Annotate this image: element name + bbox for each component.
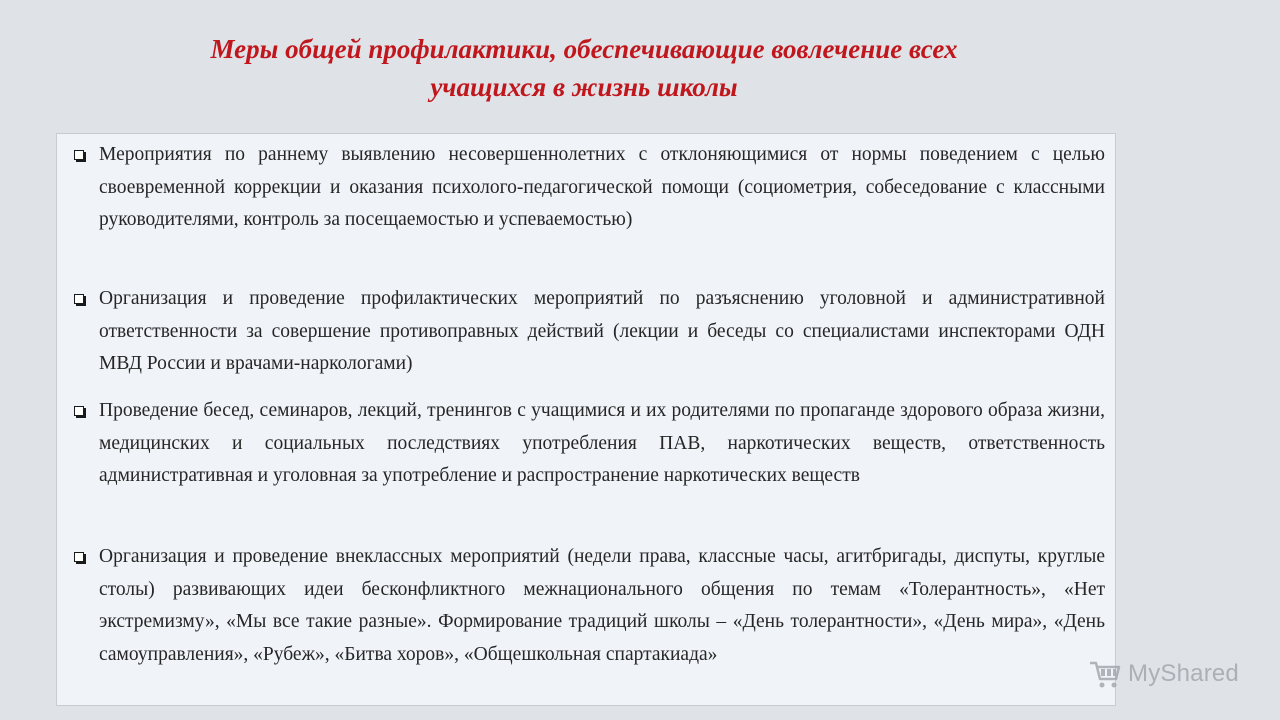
watermark-logo	[1088, 654, 1258, 694]
slide-title-line-1: Меры общей профилактики, обеспечивающие вовлечение всех	[210, 34, 958, 64]
list-item-text: Организация и проведение внеклассных мероприятий (недели права, классные часы, агитбригады, диспуты, круглые столы) развивающих идеи бесконфликтного межнационального общения по темам «Толерантность», «Нет экстремизму», «Мы все такие разные». Формирование традиций школы – «День толерантности», «День мира», «День самоуправления», «Рубеж», «Битва хоров», «Общешкольная спартакиада»	[99, 546, 1105, 665]
list-item	[69, 395, 1105, 493]
shopping-cart-icon	[1088, 657, 1122, 691]
watermark-text: MyShared	[1128, 660, 1239, 687]
slide-title-line-2: учащихся в жизнь школы	[430, 72, 738, 102]
list-item-text: Организация и проведение профилактических мероприятий по разъяснению уголовной и административной ответственности за совершение противоправных действий (лекции и беседы со специалистами инспекторами ОДН МВД России и врачами-наркологами)	[99, 288, 1105, 374]
list-item-text: Проведение бесед, семинаров, лекций, тренингов с учащимися и их родителями по пропаганде здорового образа жизни, медицинских и социальных последствиях употребления ПАВ, наркотических веществ, ответственность административная и уголовная за употребление и распространение наркотических веществ	[99, 400, 1105, 486]
slide-title	[0, 30, 1168, 106]
checkbox-bullet-icon	[74, 552, 84, 562]
list-item	[69, 283, 1105, 381]
checkbox-bullet-icon	[74, 294, 84, 304]
list-item-text: Мероприятия по раннему выявлению несовершеннолетних с отклоняющимися от нормы поведением с целью своевременной коррекции и оказания психолого-педагогической помощи (социометрия, собеседование с классными руководителями, контроль за посещаемостью и успеваемостью)	[99, 144, 1105, 230]
list-item	[69, 139, 1105, 237]
checkbox-bullet-icon	[74, 406, 84, 416]
checkbox-bullet-icon	[74, 150, 84, 160]
content-box	[56, 133, 1116, 706]
list-item	[69, 541, 1105, 671]
